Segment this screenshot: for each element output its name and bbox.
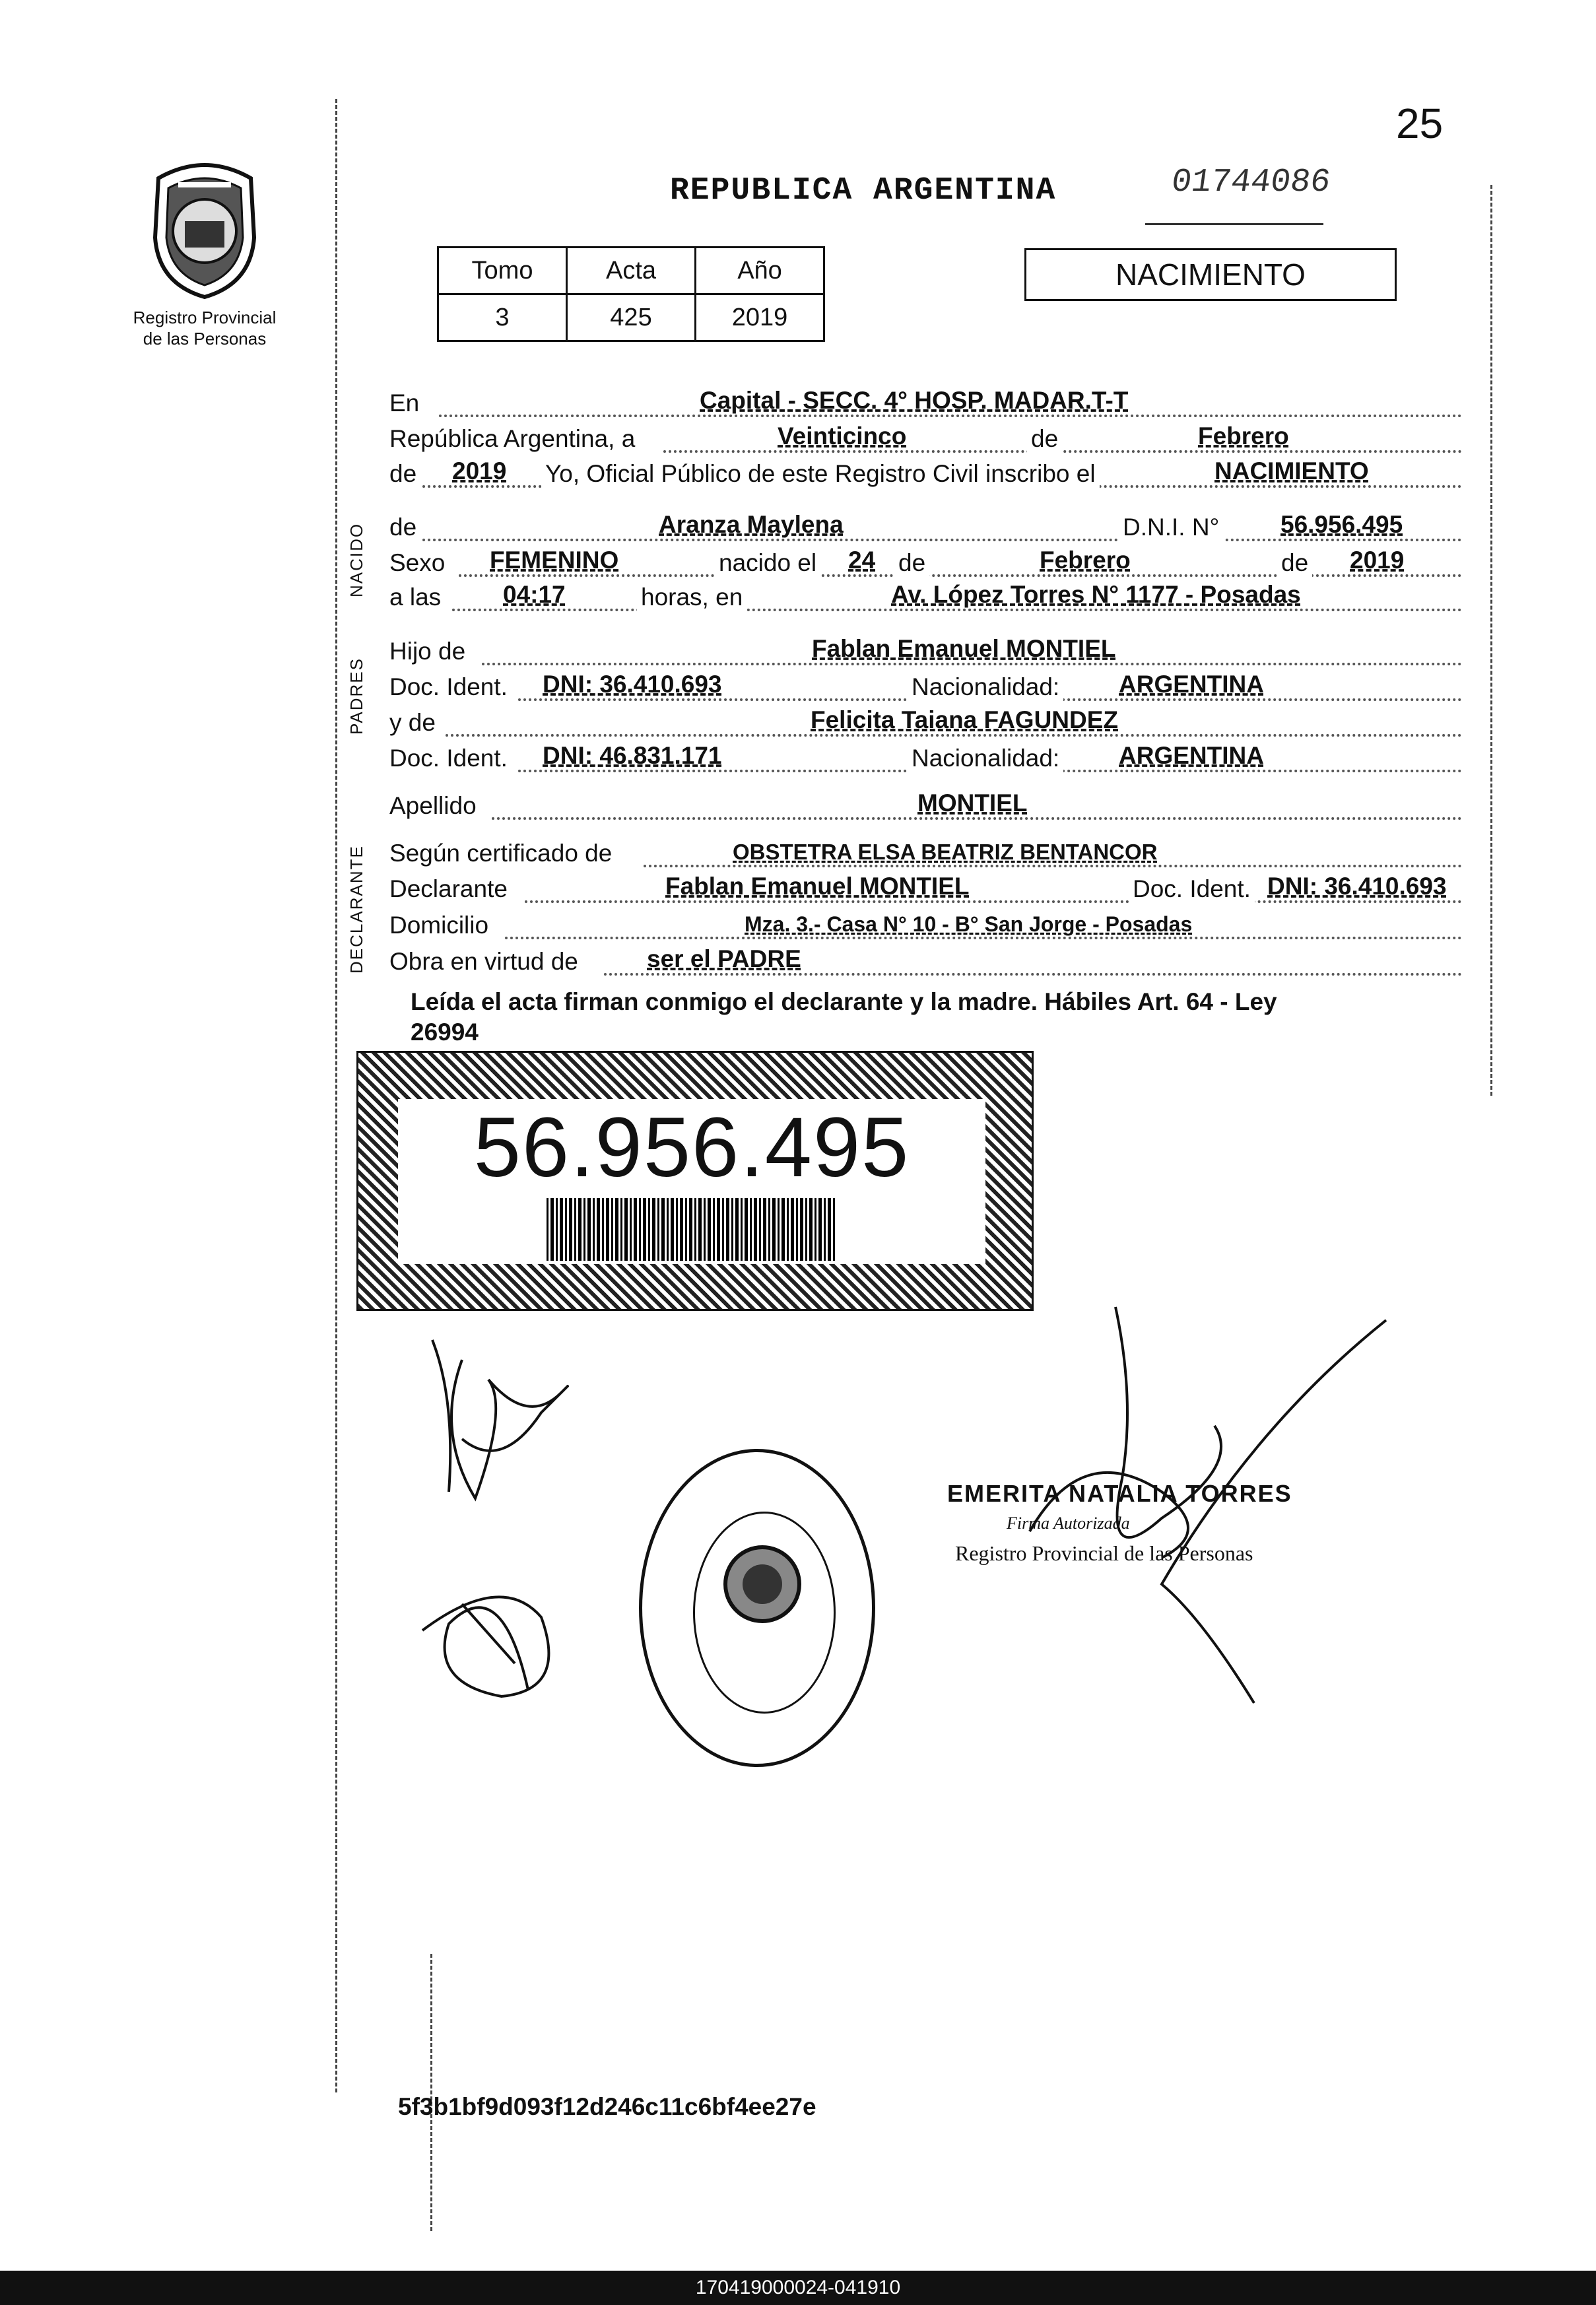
label-declarante: Declarante <box>389 875 508 902</box>
label-decl-doc: Doc. Ident. <box>1129 875 1255 903</box>
label-mother-nationality: Nacionalidad: <box>908 745 1063 772</box>
registry-header-anio: Año <box>696 248 824 294</box>
value-year: 2019 <box>452 457 507 484</box>
value-domicilio: Mza. 3.- Casa N° 10 - B° San Jorge - Posadas <box>745 912 1193 936</box>
label-certificado: Según certificado de <box>389 840 613 867</box>
label-a-las: a las <box>389 584 442 611</box>
label-father-nationality: Nacionalidad: <box>908 673 1063 701</box>
label-hijo: Hijo de <box>389 638 466 665</box>
label-de4: de <box>894 549 929 577</box>
label-republica: República Argentina, a <box>389 425 636 452</box>
footer-code: 170419000024-041910 <box>0 2271 1596 2305</box>
value-birth-time: 04:17 <box>503 581 566 608</box>
label-apellido: Apellido <box>389 792 477 819</box>
value-birth-year: 2019 <box>1350 547 1405 574</box>
side-label-nacido: NACIDO <box>347 522 366 597</box>
registry-header-acta: Acta <box>567 248 696 294</box>
document-hash: 5f3b1bf9d093f12d246c11c6bf4ee27e <box>398 2093 816 2120</box>
label-en: En <box>389 389 420 417</box>
dni-card-number: 56.956.495 <box>473 1100 910 1195</box>
signatory-role: Firma Autorizada <box>1007 1514 1130 1533</box>
value-birth-place: Av. López Torres N° 1177 - Posadas <box>891 581 1301 608</box>
record-type-box: NACIMIENTO <box>1024 248 1397 301</box>
value-obra: ser el PADRE <box>647 945 801 972</box>
value-dni: 56.956.495 <box>1280 511 1403 538</box>
label-de3: de <box>389 514 417 541</box>
value-birth-month: Febrero <box>1040 547 1131 574</box>
value-surname: MONTIEL <box>917 789 1028 817</box>
value-day: Veinticinco <box>778 422 907 450</box>
value-mother-name: Felicita Taiana FAGUNDEZ <box>811 706 1119 733</box>
logo-caption-line1: Registro Provincial <box>133 308 277 327</box>
value-father-name: Fablan Emanuel MONTIEL <box>812 635 1116 662</box>
registry-value-anio: 2019 <box>696 294 824 341</box>
label-sexo: Sexo <box>389 549 446 576</box>
value-mother-nationality: ARGENTINA <box>1119 742 1264 769</box>
label-mother-doc: Doc. Ident. <box>389 745 508 772</box>
serial-number: 01744086 <box>1168 164 1333 201</box>
value-en: Capital - SECC. 4° HOSP. MADAR.T-T <box>700 387 1129 414</box>
label-domicilio: Domicilio <box>389 912 489 939</box>
label-de2: de <box>389 460 417 487</box>
label-de: de <box>1027 425 1062 453</box>
signatory-office: Registro Provincial de las Personas <box>955 1541 1253 1565</box>
registry-header-tomo: Tomo <box>438 248 567 294</box>
label-dni: D.N.I. N° <box>1119 514 1223 541</box>
value-name: Aranza Maylena <box>659 511 844 538</box>
label-de5: de <box>1277 549 1312 577</box>
side-label-padres: PADRES <box>347 657 366 735</box>
label-nacido: nacido el <box>715 549 820 577</box>
label-y-de: y de <box>389 709 436 736</box>
registry-value-tomo: 3 <box>438 294 567 341</box>
document-title: REPUBLICA ARGENTINA <box>670 173 1057 209</box>
label-yo: Yo, Oficial Público de este Registro Civil inscribo el <box>541 460 1100 488</box>
value-month: Febrero <box>1198 422 1289 450</box>
registry-value-acta: 425 <box>567 294 696 341</box>
label-obra: Obra en virtud de <box>389 948 578 975</box>
value-sexo: FEMENINO <box>490 547 619 574</box>
legal-text-line1: Leída el acta firman conmigo el declarante y la madre. Hábiles Art. 64 - Ley <box>411 988 1277 1015</box>
signatory-name: EMERITA NATALIA TORRES <box>947 1480 1292 1507</box>
legal-text-line2: 26994 <box>411 1019 479 1046</box>
value-decl-doc: DNI: 36.410.693 <box>1267 873 1447 900</box>
value-mother-doc: DNI: 46.831.171 <box>543 742 722 769</box>
page-number: 25 <box>1396 100 1444 147</box>
side-label-declarante: DECLARANTE <box>347 845 366 974</box>
value-certificado: OBSTETRA ELSA BEATRIZ BENTANCOR <box>733 840 1158 864</box>
value-father-doc: DNI: 36.410.693 <box>543 671 722 698</box>
value-father-nationality: ARGENTINA <box>1119 671 1264 698</box>
value-declarante: Fablan Emanuel MONTIEL <box>665 873 970 900</box>
label-horas: horas, en <box>637 584 747 611</box>
label-father-doc: Doc. Ident. <box>389 673 508 700</box>
value-birth-day: 24 <box>848 547 876 574</box>
value-inscribo: NACIMIENTO <box>1214 457 1369 484</box>
logo-caption-line2: de las Personas <box>143 329 267 349</box>
